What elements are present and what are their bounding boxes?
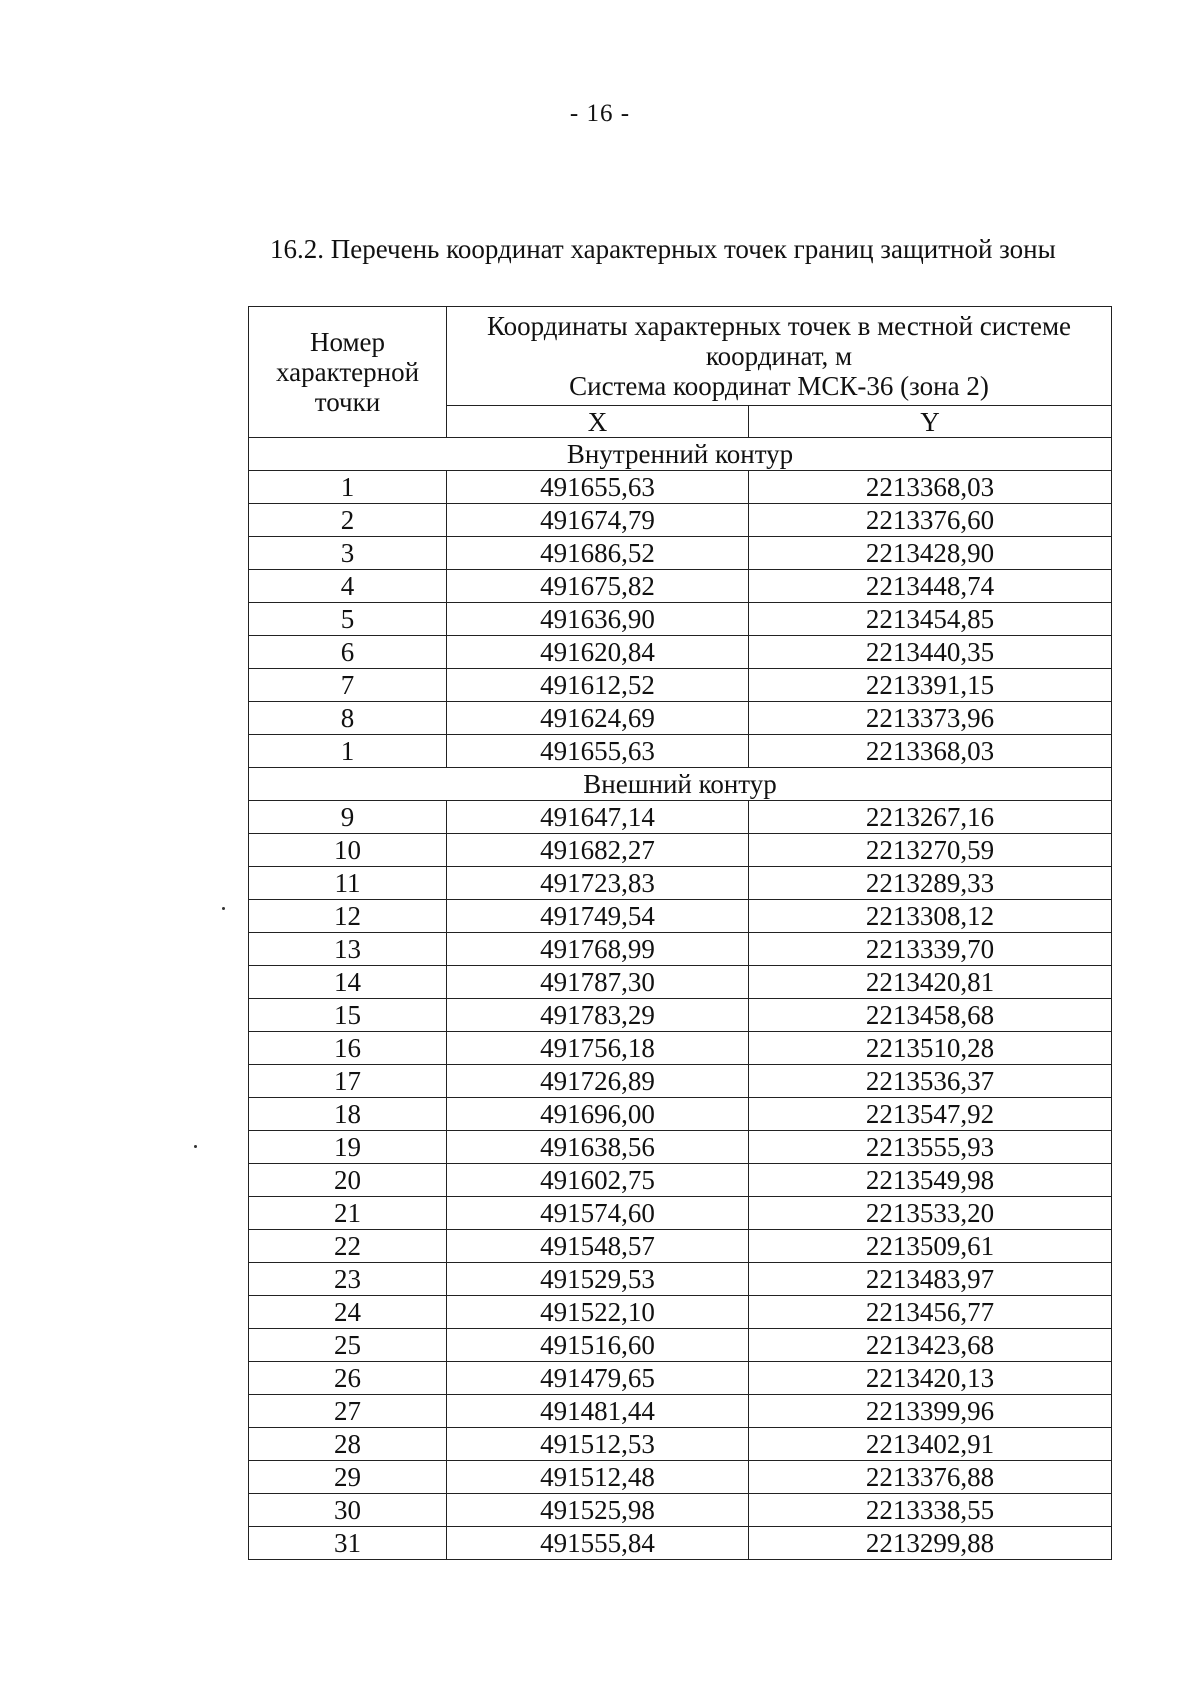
point-number-cell: 31	[249, 1527, 447, 1560]
table-row	[249, 999, 1112, 1032]
header-coordinates-line3: Система координат МСК-36 (зона 2)	[569, 371, 989, 401]
y-coordinate-cell: 2213454,85	[749, 603, 1112, 636]
x-coordinate-cell: 491726,89	[447, 1065, 749, 1098]
table-row	[249, 1197, 1112, 1230]
point-number-cell: 11	[249, 867, 447, 900]
y-coordinate-cell: 2213373,96	[749, 702, 1112, 735]
y-coordinate-cell: 2213308,12	[749, 900, 1112, 933]
table-row	[249, 1296, 1112, 1329]
table-row	[249, 933, 1112, 966]
point-number-cell: 24	[249, 1296, 447, 1329]
x-coordinate-cell: 491674,79	[447, 504, 749, 537]
y-coordinate-cell: 2213420,81	[749, 966, 1112, 999]
table-row	[249, 735, 1112, 768]
y-coordinate-cell: 2213483,97	[749, 1263, 1112, 1296]
y-coordinate-cell: 2213376,88	[749, 1461, 1112, 1494]
x-coordinate-cell: 491522,10	[447, 1296, 749, 1329]
point-number-cell: 8	[249, 702, 447, 735]
table-row	[249, 1494, 1112, 1527]
point-number-cell: 23	[249, 1263, 447, 1296]
header-point-number	[249, 307, 447, 438]
y-coordinate-cell: 2213267,16	[749, 801, 1112, 834]
point-number-cell: 21	[249, 1197, 447, 1230]
header-point-number-label: Номер характерной точки	[275, 327, 420, 417]
y-coordinate-cell: 2213391,15	[749, 669, 1112, 702]
x-coordinate-cell: 491529,53	[447, 1263, 749, 1296]
x-coordinate-cell: 491723,83	[447, 867, 749, 900]
x-coordinate-cell: 491787,30	[447, 966, 749, 999]
point-number-cell: 2	[249, 504, 447, 537]
table-row	[249, 471, 1112, 504]
y-coordinate-cell: 2213338,55	[749, 1494, 1112, 1527]
scan-speck	[194, 1145, 197, 1148]
point-number-cell: 17	[249, 1065, 447, 1098]
header-x: X	[447, 406, 749, 438]
table-row	[249, 1362, 1112, 1395]
table-row	[249, 603, 1112, 636]
x-coordinate-cell: 491620,84	[447, 636, 749, 669]
point-number-cell: 4	[249, 570, 447, 603]
x-coordinate-cell: 491574,60	[447, 1197, 749, 1230]
x-coordinate-cell: 491686,52	[447, 537, 749, 570]
y-coordinate-cell: 2213448,74	[749, 570, 1112, 603]
table-body	[249, 438, 1112, 1560]
table-row	[249, 834, 1112, 867]
y-coordinate-cell: 2213458,68	[749, 999, 1112, 1032]
y-coordinate-cell: 2213547,92	[749, 1098, 1112, 1131]
y-coordinate-cell: 2213402,91	[749, 1428, 1112, 1461]
scan-speck	[222, 907, 225, 910]
table-row	[249, 504, 1112, 537]
inner-contour-row	[249, 438, 1112, 471]
table-row	[249, 1461, 1112, 1494]
table-row	[249, 1329, 1112, 1362]
table-row	[249, 1131, 1112, 1164]
table-row	[249, 1428, 1112, 1461]
x-coordinate-cell: 491479,65	[447, 1362, 749, 1395]
table-row	[249, 1164, 1112, 1197]
point-number-cell: 10	[249, 834, 447, 867]
x-coordinate-cell: 491602,75	[447, 1164, 749, 1197]
x-coordinate-cell: 491624,69	[447, 702, 749, 735]
point-number-cell: 16	[249, 1032, 447, 1065]
table-row	[249, 1230, 1112, 1263]
header-coordinates	[447, 307, 1112, 406]
y-coordinate-cell: 2213368,03	[749, 735, 1112, 768]
x-coordinate-cell: 491516,60	[447, 1329, 749, 1362]
section-title: 16.2. Перечень координат характерных точек границ защитной зоны	[270, 234, 1056, 264]
point-number-cell: 13	[249, 933, 447, 966]
x-coordinate-cell: 491555,84	[447, 1527, 749, 1560]
x-coordinate-cell: 491768,99	[447, 933, 749, 966]
x-coordinate-cell: 491512,48	[447, 1461, 749, 1494]
point-number-cell: 5	[249, 603, 447, 636]
y-coordinate-cell: 2213399,96	[749, 1395, 1112, 1428]
point-number-cell: 25	[249, 1329, 447, 1362]
point-number-cell: 3	[249, 537, 447, 570]
header-coordinates-line1: Координаты характерных точек в местной системе	[486, 311, 1072, 341]
x-coordinate-cell: 491638,56	[447, 1131, 749, 1164]
table-row	[249, 570, 1112, 603]
outer-contour-row	[249, 768, 1112, 801]
table-row	[249, 1527, 1112, 1560]
point-number-cell: 7	[249, 669, 447, 702]
y-coordinate-cell: 2213299,88	[749, 1527, 1112, 1560]
table-header	[249, 307, 1112, 438]
y-coordinate-cell: 2213376,60	[749, 504, 1112, 537]
point-number-cell: 30	[249, 1494, 447, 1527]
x-coordinate-cell: 491548,57	[447, 1230, 749, 1263]
y-coordinate-cell: 2213440,35	[749, 636, 1112, 669]
y-coordinate-cell: 2213289,33	[749, 867, 1112, 900]
x-coordinate-cell: 491647,14	[447, 801, 749, 834]
table-row	[249, 1065, 1112, 1098]
point-number-cell: 12	[249, 900, 447, 933]
x-coordinate-cell: 491783,29	[447, 999, 749, 1032]
y-coordinate-cell: 2213420,13	[749, 1362, 1112, 1395]
y-coordinate-cell: 2213368,03	[749, 471, 1112, 504]
point-number-cell: 14	[249, 966, 447, 999]
point-number-cell: 1	[249, 735, 447, 768]
point-number-cell: 22	[249, 1230, 447, 1263]
x-coordinate-cell: 491612,52	[447, 669, 749, 702]
table-row	[249, 537, 1112, 570]
coordinates-table	[248, 306, 1112, 1560]
point-number-cell: 1	[249, 471, 447, 504]
point-number-cell: 26	[249, 1362, 447, 1395]
header-coordinates-line2: координат, м	[705, 341, 853, 371]
table-row	[249, 702, 1112, 735]
point-number-cell: 29	[249, 1461, 447, 1494]
y-coordinate-cell: 2213555,93	[749, 1131, 1112, 1164]
x-coordinate-cell: 491675,82	[447, 570, 749, 603]
x-coordinate-cell: 491749,54	[447, 900, 749, 933]
x-coordinate-cell: 491481,44	[447, 1395, 749, 1428]
x-coordinate-cell: 491655,63	[447, 471, 749, 504]
y-coordinate-cell: 2213456,77	[749, 1296, 1112, 1329]
table-row	[249, 801, 1112, 834]
x-coordinate-cell: 491655,63	[447, 735, 749, 768]
y-coordinate-cell: 2213536,37	[749, 1065, 1112, 1098]
y-coordinate-cell: 2213533,20	[749, 1197, 1112, 1230]
point-number-cell: 15	[249, 999, 447, 1032]
inner-contour-label: Внутренний контур	[249, 438, 1112, 471]
table-row	[249, 1098, 1112, 1131]
y-coordinate-cell: 2213339,70	[749, 933, 1112, 966]
table-row	[249, 867, 1112, 900]
x-coordinate-cell: 491756,18	[447, 1032, 749, 1065]
table-row	[249, 966, 1112, 999]
header-y: Y	[749, 406, 1112, 438]
point-number-cell: 20	[249, 1164, 447, 1197]
table-row	[249, 669, 1112, 702]
point-number-cell: 6	[249, 636, 447, 669]
outer-contour-label: Внешний контур	[249, 768, 1112, 801]
point-number-cell: 28	[249, 1428, 447, 1461]
y-coordinate-cell: 2213270,59	[749, 834, 1112, 867]
y-coordinate-cell: 2213428,90	[749, 537, 1112, 570]
x-coordinate-cell: 491696,00	[447, 1098, 749, 1131]
x-coordinate-cell: 491682,27	[447, 834, 749, 867]
y-coordinate-cell: 2213549,98	[749, 1164, 1112, 1197]
x-coordinate-cell: 491525,98	[447, 1494, 749, 1527]
page-number: - 16 -	[569, 100, 631, 127]
point-number-cell: 9	[249, 801, 447, 834]
table-row	[249, 900, 1112, 933]
table-row	[249, 1395, 1112, 1428]
x-coordinate-cell: 491512,53	[447, 1428, 749, 1461]
y-coordinate-cell: 2213510,28	[749, 1032, 1112, 1065]
point-number-cell: 18	[249, 1098, 447, 1131]
y-coordinate-cell: 2213423,68	[749, 1329, 1112, 1362]
y-coordinate-cell: 2213509,61	[749, 1230, 1112, 1263]
table-row	[249, 1263, 1112, 1296]
point-number-cell: 19	[249, 1131, 447, 1164]
table-row	[249, 636, 1112, 669]
point-number-cell: 27	[249, 1395, 447, 1428]
table-row	[249, 1032, 1112, 1065]
x-coordinate-cell: 491636,90	[447, 603, 749, 636]
